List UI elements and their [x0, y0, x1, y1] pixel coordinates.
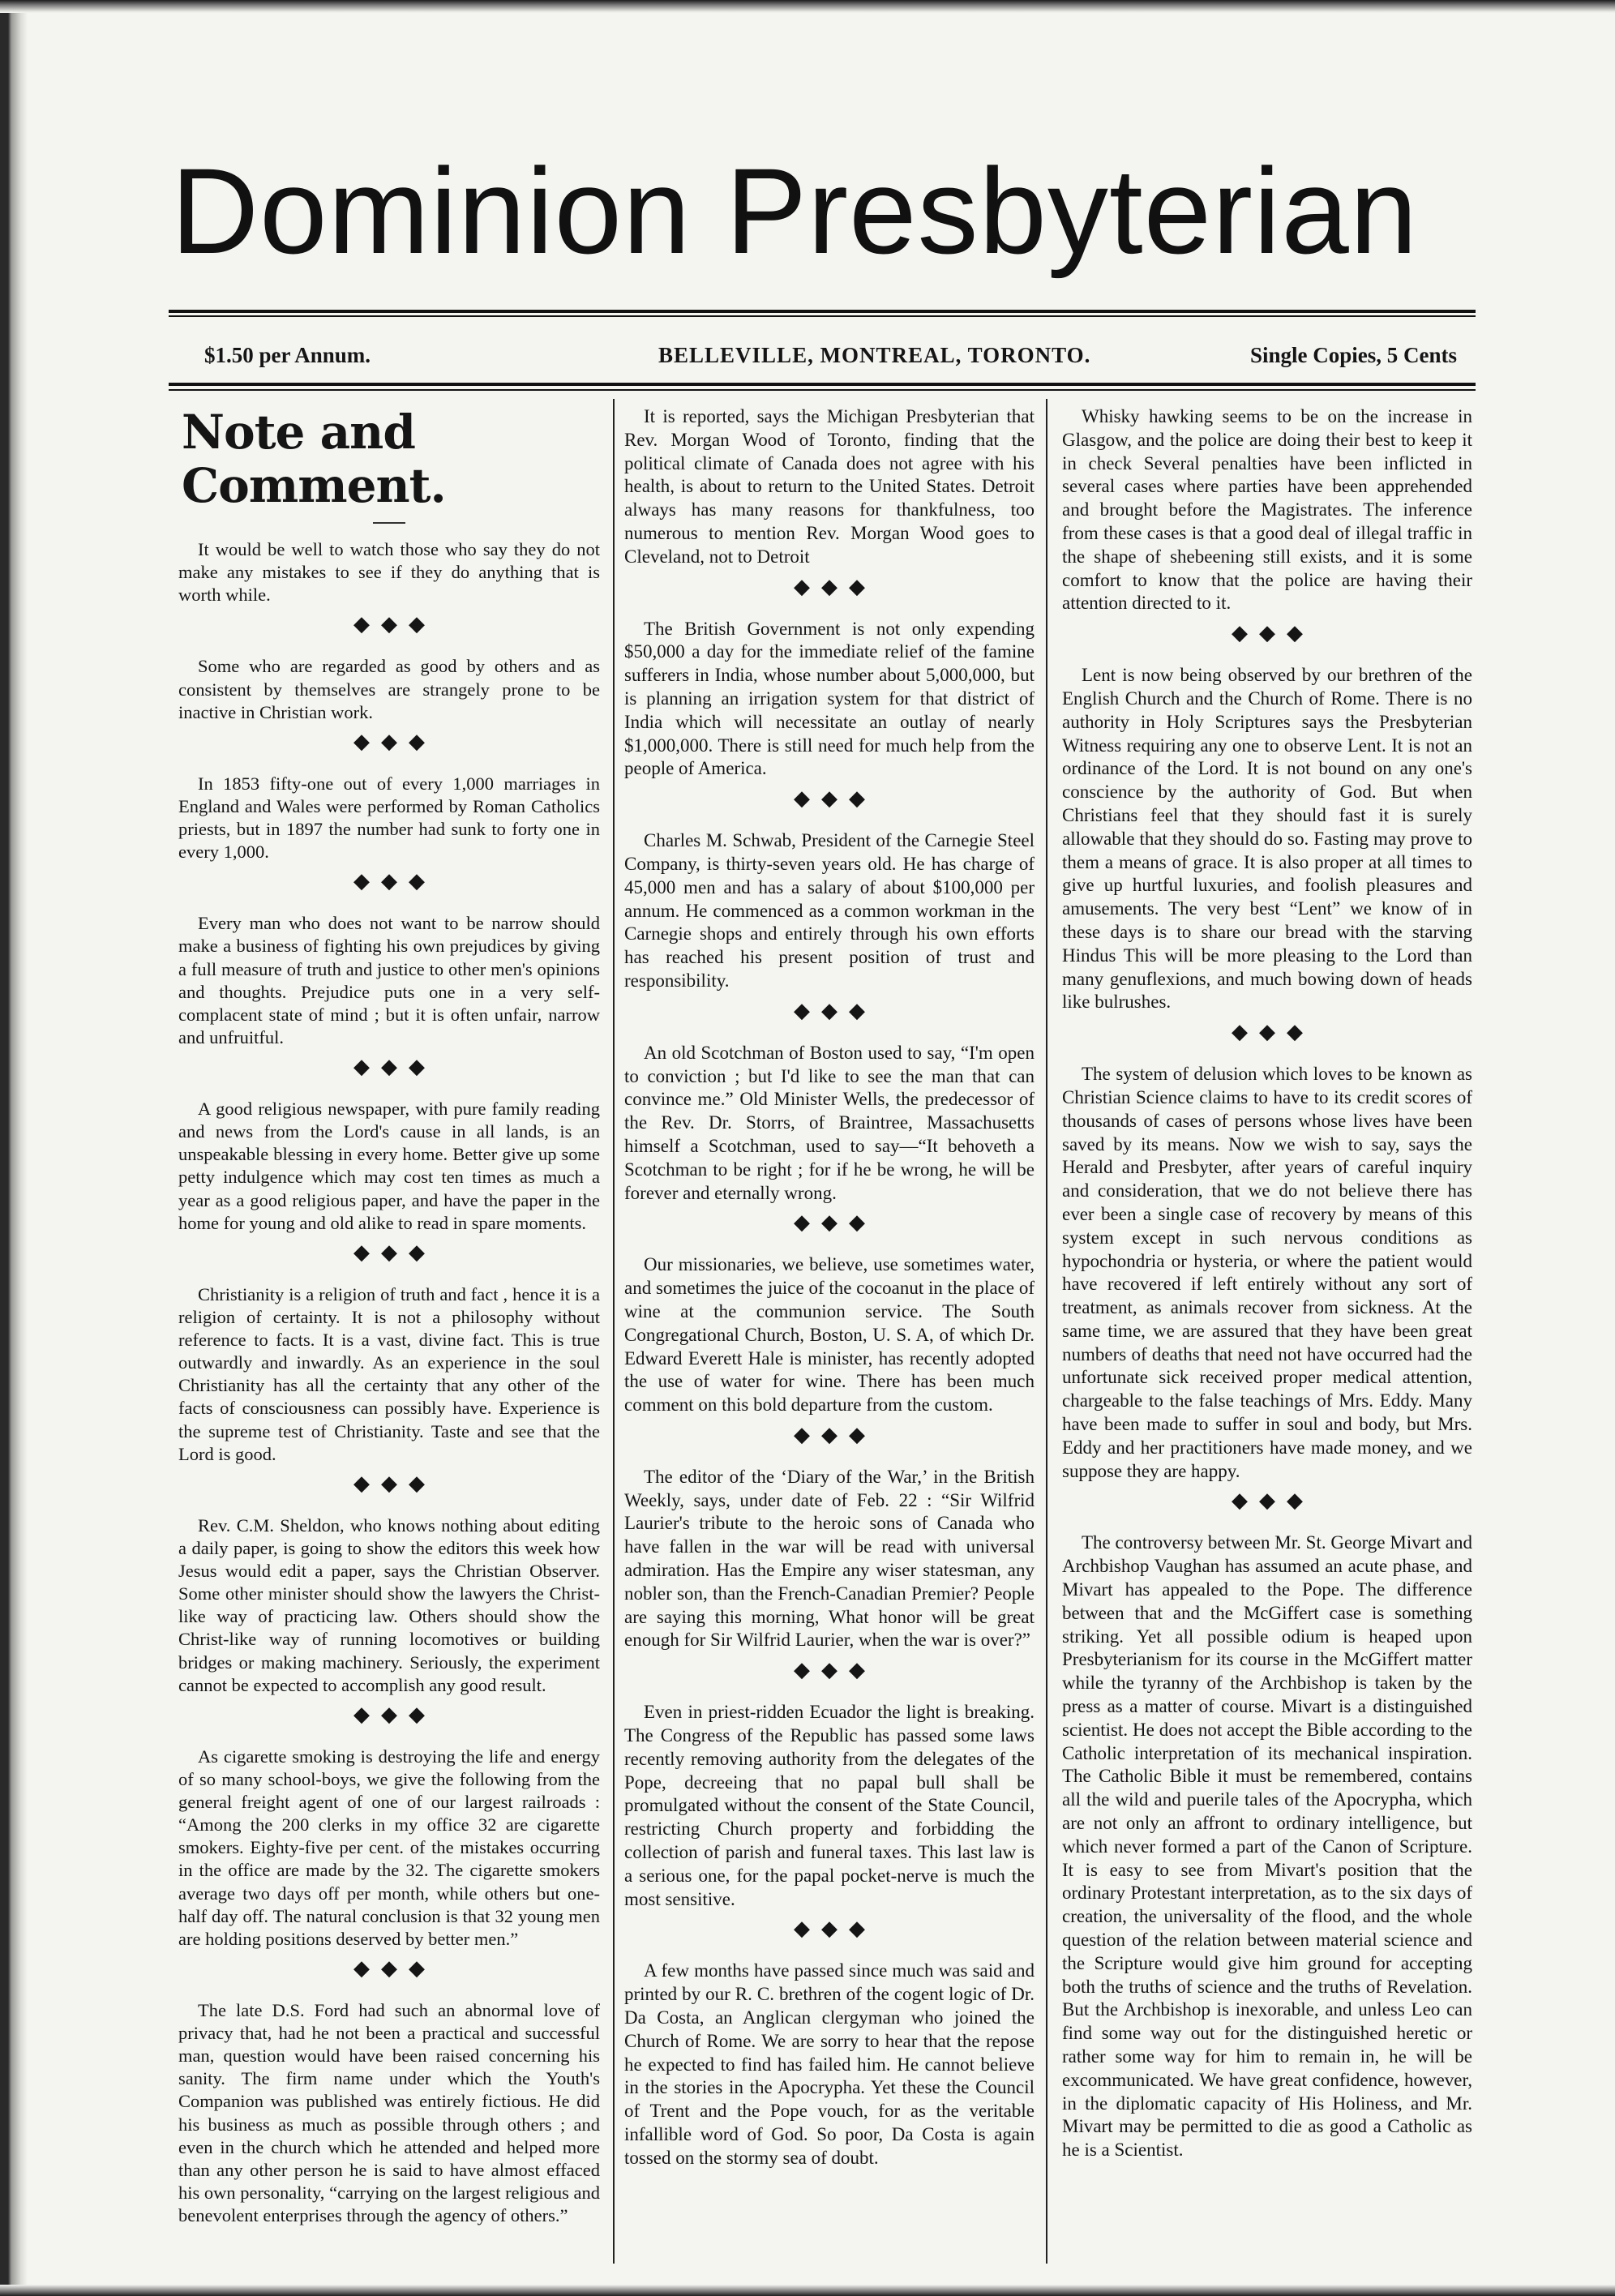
article-paragraph: Even in priest-ridden Ecuador the light is breaking. The Congress of the Republic has passed some laws recently removing authority from the delegates of the Pope, decreeing that no papal bull shall be promulgated without the consent of the State Council, restricting Church property and forbidding the collection of parish and funeral taxes. This last law is a serious one, for the papal pocket-nerve is much the most sensitive.	[624, 1702, 1035, 1909]
page-scan-edge-bottom	[0, 2285, 1615, 2296]
publication-cities: BELLEVILLE, MONTREAL, TORONTO.	[658, 343, 1091, 367]
single-copy-price: Single Copies, 5 Cents	[1250, 343, 1458, 367]
article-paragraph: Charles M. Schwab, President of the Carnegie Steel Company, is thirty-seven years old. He has charge of 45,000 men and has a salary of about $100,000 per annum. He commenced as a common workman in the Carnegie shops and entirely through his own efforts has reached his present position of trust and responsibility.	[624, 830, 1035, 991]
diamond-separator: ◆◆◆	[353, 1955, 436, 1980]
diamond-separator: ◆◆◆	[353, 1471, 436, 1495]
diamond-separator: ◆◆◆	[353, 1240, 436, 1264]
diamond-separator: ◆◆◆	[794, 1422, 876, 1446]
article-paragraph: A good religious newspaper, with pure family reading and news from the Lord's cause in all lands, is an unspeakable blessing in every home. Better give up some petty indulgence which may cost ten times as much a year as a good religious paper, and have the paper in the home for young and old alike to read in spare moments.	[178, 1099, 600, 1233]
diamond-separator: ◆◆◆	[353, 1702, 436, 1726]
section-heading: Note and Comment.	[182, 405, 446, 513]
article-paragraph: A few months have passed since much was said and printed by our R. C. brethren of the cogent logic of Dr. Da Costa, an Anglican clergyman who joined the Church of Rome. We are sorry to hear that the repose he expected to find has failed him. He cannot believe in the stories in the Apocrypha. Yet these the Council of Trent and the Pope vouch, for as the veritable infallible word of God. So poor, Da Costa is again tossed on the stormy sea of doubt.	[624, 1960, 1035, 2168]
page-scan-edge-left	[0, 0, 28, 2296]
diamond-separator: ◆◆◆	[1232, 1020, 1314, 1044]
diamond-separator: ◆◆◆	[794, 1210, 876, 1235]
subscription-price: $1.50 per Annum.	[204, 343, 371, 367]
diamond-separator: ◆◆◆	[794, 1917, 876, 1941]
article-paragraph: The late D.S. Ford had such an abnormal love of privacy that, had he not been a practical and successful man, question would have been raised concerning his sanity. The firm name under which the Youth's Companion was published was entirely fictious. He did his business as much as possible through others ; and even in the church which he attended and helped more than any other person he is said to have almost effaced his own personality, “carrying on the largest religious and benevolent enterprises through the agency of others.”	[178, 1999, 600, 2225]
article-paragraph: Our missionaries, we believe, use sometimes water, and sometimes the juice of the cocoanut in the place of wine at the communion service. The South Congregational Church, Boston, U. S. A, of which Dr. Edward Everett Hale is minister, has recently adopted the use of water for wine. There has been much comment on this bold departure from the custom.	[624, 1254, 1035, 1416]
article-paragraph: Every man who does not want to be narrow should make a business of fighting his own prejudices by giving a full measure of truth and justice to other men's opinions and thoughts. Prejudice puts one in a very self-complacent state of mind ; but it is often unfair, narrow and unfruitful.	[178, 913, 600, 1047]
masthead-title: Dominion Presbyterian	[170, 143, 1419, 279]
article-paragraph: As cigarette smoking is destroying the life and energy of so many school-boys, we give the following from the general freight agent of one of our largest railroads : “Among the 200 clerks in my office 32 are cigarette smokers. Eighty-five per cent. of the mistakes occurring in the office are made by the 32. The cigarette smokers average two days off per month, while others but one-half day off. The natural conclusion is that 32 young men are holding positions deserved by better men.”	[178, 1746, 600, 1949]
page-scan-edge-top	[0, 0, 1615, 13]
masthead-rule-top-thin	[169, 315, 1476, 317]
diamond-separator: ◆◆◆	[353, 1055, 436, 1078]
article-paragraph: The editor of the ‘Diary of the War,’ in the British Weekly, says, under date of Feb. 22 : “Sir Wilfrid Laurier's tribute to the heroic sons of Canada who have fallen in the war will be read with universal admiration. Has the Empire any wiser statesman, any nobler son, than the French-Canadian Premier? People are saying this morning, What honor will be great enough for Sir Wilfrid Laurier, when the war is over?”	[624, 1466, 1035, 1651]
article-paragraph: Some who are regarded as good by others and as consistent by themselves are strangely prone to be inactive in Christian work.	[178, 656, 600, 722]
column-divider	[613, 399, 615, 2264]
diamond-separator: ◆◆◆	[1232, 1489, 1314, 1513]
diamond-separator: ◆◆◆	[794, 1658, 876, 1682]
masthead-rule-bottom-thin	[169, 389, 1476, 391]
diamond-separator: ◆◆◆	[353, 612, 436, 636]
masthead-rule-top	[169, 310, 1476, 313]
diamond-separator: ◆◆◆	[794, 574, 876, 598]
left-column	[178, 405, 600, 2227]
heading-dash	[373, 522, 405, 524]
article-paragraph: An old Scotchman of Boston used to say, “I'm open to conviction ; but I'd like to see the man that can convince me.” Old Minister Wells, the predecessor of the Rev. Dr. Storrs, of Braintree, Massachusetts himself a Scotchman, used to say—“It behoveth a Scotchman to be right ; for if he be wrong, he will be forever and eternally wrong.	[624, 1042, 1035, 1203]
middle-column	[624, 405, 1035, 2170]
masthead-rule-bottom	[169, 383, 1476, 386]
diamond-separator: ◆◆◆	[794, 998, 876, 1022]
diamond-separator: ◆◆◆	[353, 869, 436, 893]
diamond-separator: ◆◆◆	[353, 729, 436, 753]
article-paragraph: The British Government is not only expending $50,000 a day for the immediate relief of the famine sufferers in India, whose number about 5,000,000, but is planning an irrigation system for that district of India which will necessitate an outlay of nearly $1,000,000. There is still need for much help from the people of America.	[624, 618, 1035, 779]
article-paragraph: Whisky hawking seems to be on the increase in Glasgow, and the police are doing their best to keep it in check Several penalties have been inflicted in several cases where parties have been apprehended and brought before the Magistrates. The inference from these cases is that a good deal of illegal traffic in the shape of shebeening still exists, and it is some comfort to know that the police are having their attention directed to it.	[1062, 406, 1472, 614]
article-paragraph: Christianity is a religion of truth and fact , hence it is a religion of certainty. It is not a philosophy without reference to facts. It is a vast, divine fact. This is true outwardly and inwardly. As an experience in the soul Christianity has all the certainty that any other of the facts of consciousness can possibly have. Experience is the supreme test of Christianity. Taste and see that the Lord is good.	[178, 1283, 600, 1464]
article-paragraph: The controversy between Mr. St. George Mivart and Archbishop Vaughan has assumed an acute phase, and Mivart has appealed to the Pope. The difference between that and the McGiffert case is something striking. Yet all possible odium is heaped upon Presbyterianism for its course in the McGiffert matter while the tyranny of the Archbishop is taken by the press as a matter of course. Mivart is a distinguished scientist. He does not accept the Bible according to the Catholic interpretation of its mechanical inspiration. The Catholic Bible it must be remembered, contains all the wild and puerile tales of the Apocrypha, which are not only an affront to ordinary intelligence, but which never formed a part of the Canon of Scripture. It is easy to see from Mivart's position that the ordinary Protestant interpretation, as to the six days of creation, the universality of the flood, and the whole question of the relation between material science and the Scripture would give him ground for accepting both the truths of science and the truths of Revelation. But the Archbishop is inexorable, and unless Leo can find some way out for the distinguished heretic or rather some way for him to remain in, he will be excommunicated. We have great confidence, however, in the diplomatic capacity of His Holiness, and Mr. Mivart may be permitted to die as good a Catholic as he is a Scientist.	[1062, 1532, 1472, 2161]
article-paragraph: It would be well to watch those who say they do not make any mistakes to see if they do anything that is worth while.	[178, 539, 600, 606]
article-paragraph: In 1853 fifty-one out of every 1,000 marriages in England and Wales were performed by Roman Catholics priests, but in 1897 the number had sunk to forty one in every 1,000.	[178, 773, 600, 863]
article-paragraph: The system of delusion which loves to be known as Christian Science claims to have to its credit scores of thousands of cases of persons whose lives have been saved by its means. Now we wish to say, says the Herald and Presbyter, after years of careful inquiry and consideration, that we do not believe there has ever been a single case of recovery by means of this system except in such nervous conditions as hypochondria or hysteria, or where the patient would have recovered if left entirely without any sort of treatment, as animals recover from sickness. At the same time, we are assured that they have been great numbers of deaths that need not have occurred had the unfortunate sick received proper medical attention, chargeable to the false teachings of Mrs. Eddy. Many have been made to suffer in soul and body, but Mrs. Eddy and her practitioners have made money, and we suppose they are happy.	[1062, 1064, 1472, 1481]
column-divider	[1046, 399, 1047, 2264]
diamond-separator: ◆◆◆	[1232, 621, 1314, 645]
article-paragraph: Rev. C.M. Sheldon, who knows nothing about editing a daily paper, is going to show the editors this week how Jesus would edit a paper, says the Christian Observer. Some other minister should show the lawyers the Christ-like way of practicing law. Others should show the Christ-like way of running locomotives or building bridges or making machinery. Seriously, the experiment cannot be expected to accomplish any good result.	[178, 1514, 600, 1695]
right-column	[1062, 405, 1472, 2162]
article-paragraph: It is reported, says the Michigan Presbyterian that Rev. Morgan Wood of Toronto, finding that the political climate of Canada does not agree with his health, is about to return to the United States. Detroit always has many reasons for thankfulness, too numerous to mention Rev. Morgan Wood goes to Cleveland, not to Detroit	[624, 406, 1035, 567]
diamond-separator: ◆◆◆	[794, 786, 876, 811]
article-paragraph: Lent is now being observed by our brethren of the English Church and the Church of Rome. There is no authority in Holy Scriptures says the Presbyterian Witness requiring any one to observe Lent. It is not an ordinance of the Lord. It is not bound on any one's conscience by the authority of God. But when Christians feel that they should fast it is surely allowable that they should do so. Fasting may prove to them a means of grace. It is also proper at all times to give up hurtful luxuries, and foolish pleasures and amusements. The very best “Lent” we know of in these days is to share our bread with the starving Hindus This will be more pleasing to the Lord than many genuflexions, and much bowing down of heads like bulrushes.	[1062, 665, 1472, 1013]
